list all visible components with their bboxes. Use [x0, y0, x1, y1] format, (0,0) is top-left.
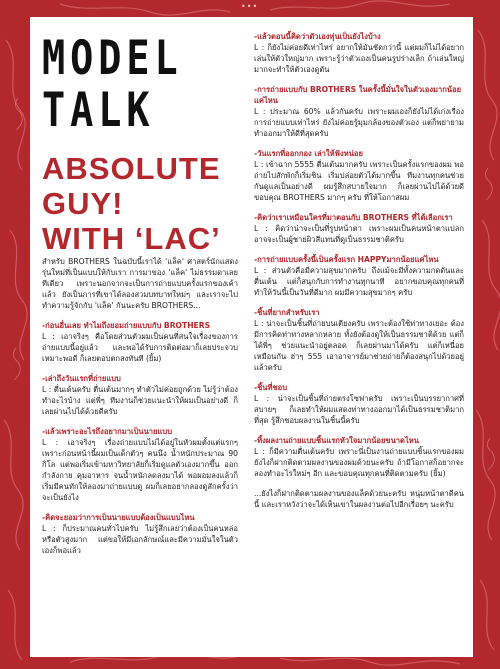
answer: L : เอาจริงๆ เรื่องถ่ายแบบไม่ได้อยู่ในหัวผมตั้งแต่แรกๆ เพราะก่อนหน้านี้ผมเป็นเด็กตัวๆ คนนึง น้ำหนักประมาณ 90 กิโล แต่พอเริ่มเข้ามหาวิทยาลัยก็เริ่มดูแลตัวเองมากขึ้น ออกกำลังกาย คุมอาหาร จนน้ำหนักลดลงมาได้ พอผอมลงแล้วก็เริ่มมีคนทักให้ลองมาถ่ายแบบดู ผมก็เลยอยากลองดูสักครั้งว่าจะเป็นยังไง: [42, 438, 238, 502]
magazine-title-line-1: MODEL: [42, 31, 183, 86]
qa-block: [254, 212, 464, 245]
headline: [42, 151, 238, 256]
qa-block: [254, 148, 464, 203]
headline-line-2: GUY!: [42, 186, 124, 221]
right-column: [254, 31, 464, 510]
question: -เล่าถึงวันแรกที่ถ่ายแบบ: [42, 374, 121, 383]
answer: L : ส่วนตัวคือมีความสุขมากครับ ถึงแม้จะมีทั้งความกดดันและตื่นเต้น แต่ก็สนุกกับการทำงานทุกนาที อยากขอบคุณทุกคนที่ทำให้วันนี้เป็นวันที่ดีมาก ผมมีความสุขมากๆ ครับ: [254, 266, 464, 297]
headline-line-3: WITH ‘LAC’: [42, 221, 221, 256]
question: -ชิ้นที่ยากสำหรับเรา: [254, 308, 320, 317]
qa-block: [42, 373, 238, 417]
qa-block: [42, 426, 238, 503]
qa-block: [254, 435, 464, 479]
qa-block: [254, 84, 464, 139]
question: -แล้วเพราะอะไรถึงอยากมาเป็นนายแบบ: [42, 427, 173, 436]
question: -ชิ้นที่ชอบ: [254, 383, 288, 392]
qa-block: [42, 512, 238, 556]
answer: L : น่าจะเป็นชิ้นที่ถ่ายตรงโซฟาครับ เพราะเป็นบรรยากาศที่สบายๆ ก็เลยทำให้ผมแสดงท่าทางออกมาได้เป็นธรรมชาติมากที่สุด รู้สึกชอบผลงานในชิ้นนี้ครับ: [254, 394, 464, 425]
question: -ทิ้งผลงานถ่ายแบบชิ้นแรกหัวใจมากน้อยขนาดไหน: [254, 436, 419, 445]
answer: L : ก็ยังไม่ค่อยดีเท่าไหร่ อยากให้มันชัดกว่านี้ แต่ผมก็ไม่ได้อยากเล่นให้ตัวใหญ่มาก เพราะรู้ว่าตัวเองเป็นคนรูปร่างเล็ก ถ้าเล่นใหญ่มากจะทำให้ตัวเองดูตัน: [254, 43, 464, 74]
question: -การถ่ายแบบกับ BROTHERS ในครั้งนี้มั่นใจในตัวเองมากน้อยแค่ไหน: [254, 85, 462, 105]
question: -คิดจะยอมว่าการเป็นนายแบบต้องเป็นแบบไหน: [42, 513, 195, 522]
qa-block: [254, 382, 464, 426]
answer: L : ประมาณ 60% แล้วกันครับ เพราะผมเองก็ยังไม่ได้เก่งเรื่องการถ่ายแบบเท่าไหร่ ยังไม่ค่อยรู้มุมกล้องของตัวเอง แต่ก็พยายามทำออกมาให้ดีที่สุดครับ: [254, 107, 464, 138]
answer: L : น่าจะเป็นชิ้นที่ถ่ายบนเตียงครับ เพราะต้องใช้ท่าทางเยอะ ต้องมีการคิดท่าทางหลากหลาย ทั้งยังต้องดูให้เป็นธรรมชาติด้วย แต่ก็ได้พี่ๆ ช่วยแนะนำอยู่ตลอด ก็เลยผ่านมาได้ครับ แต่ก็เหนื่อยเหมือนกัน ฮ่าๆ 555 เอาอาจารย์มาช่วยถ่ายก็ต้องสนุกไปด้วยอยู่แล้วครับ: [254, 319, 464, 372]
intro-paragraph: สำหรับ BROTHERS ในฉบับนี้เราได้ 'แล็ค' ศาสตร์นักแสดงรุ่นใหม่ที่เป็นแบบให้กับเรา การมาของ 'แล็ค' ไม่ธรรมดาเลยทีเดียว เพราะนอกจากจะเป็นการถ่ายแบบครั้งแรกของเค้าแล้ว ยังเป็นการที่เขาได้ลองสวมบทบาทใหม่ๆ และเราจะไปทำความรู้จักกับ 'แล็ค' กันนะครับ BROTHERS...: [42, 257, 238, 310]
question: -วันแรกที่ออกกอง เล่าให้ฟังหน่อย: [254, 149, 363, 158]
magazine-title-line-2: TALK: [42, 83, 155, 138]
qa-block: [254, 254, 464, 298]
answer: L : เอาจริงๆ คือโดยส่วนตัวผมเป็นคนที่สนใจเรื่องของการถ่ายแบบนี้อยู่แล้ว และพอได้รับการติดต่อมาก็เลยประจวบเหมาะพอดี ก็เลยตอบตกลงทันที (ยิ้ม): [42, 332, 238, 363]
qa-block: [42, 320, 238, 364]
question: -แล้วตอนนี้คิดว่าตัวเองหุ่นเป็นยังไงบ้าง: [254, 32, 381, 41]
headline-line-1: ABSOLUTE: [42, 151, 221, 186]
answer: L : ตื่นเต้นครับ ตื่นเต้นมากๆ ทำตัวไม่ค่อยถูกด้วย ไม่รู้ว่าต้องทำอะไรบ้าง แต่พี่ๆ ทีมงานก็ช่วยแนะนำให้ผมเป็นอย่างดี ก็เลยผ่านไปได้ด้วยดีครับ: [42, 385, 238, 416]
page-marker: •••: [241, 2, 259, 11]
answer: L : คิดว่าน่าจะเป็นที่รูปหน้าตา เพราะผมเป็นคนหน้าตาแปลก อาจจะเป็นผู้ชายผิวสีแทนที่ดูเป็นธรรมชาติครับ: [254, 224, 464, 244]
question: -การถ่ายแบบครั้งนี้เป็นครั้งแรก HAPPYมากน้อยแค่ไหน: [254, 255, 439, 264]
closing-paragraph: ...ยังไงก็ฝากติดตามผลงานของแล็คด้วยนะครับ หนุ่มหน้าตาดีคนนี้ และเราหวังว่าจะได้เห็นเขาในผลงานต่อไปอีกเรื่อยๆ นะครับ: [254, 489, 464, 509]
answer: L : ก็ประมาณคนทั่วไปครับ ไม่รู้สึกเลยว่าต้องเป็นคนหล่อหรือตัวสูงมาก แต่ขอให้มีเอกลักษณ์และมีความมั่นใจในตัวเองก็พอแล้ว: [42, 524, 238, 555]
question: -ก่อนอื่นเลย ทำไมถึงยอมถ่ายแบบกับ BROTHERS: [42, 321, 211, 330]
answer: L : ก็มีความตื่นเต้นครับ เพราะนี่เป็นงานถ่ายแบบชิ้นแรกของผม ยังไงก็ฝากติดตามผลงานของผมด้วยนะครับ ถ้ามีโอกาสก็อยากจะลองทำอะไรใหม่ๆ อีก และขอบคุณทุกคนที่ติดตามครับ (ยิ้ม): [254, 447, 464, 478]
article-page: [30, 17, 473, 657]
qa-block: [254, 31, 464, 75]
left-column: [42, 33, 238, 556]
question: -คิดว่าเราเหมือนใครที่มาตอนกับ BROTHERS ที่ได้เลือกเรา: [254, 213, 453, 222]
qa-block: [254, 307, 464, 373]
answer: L : เข้าฉาก 5555 ตื่นเต้นมากครับ เพราะเป็นครั้งแรกของผม พอถ่ายไปสักพักก็เริ่มชิน เริ่มปล่อยตัวได้มากขึ้น ทีมงานทุกคนช่วยกันดูแลเป็นอย่างดี ผมรู้สึกสบายใจมาก ก็เลยผ่านไปได้ด้วยดี ขอบคุณ BROTHERS มากๆ ครับ ที่ให้โอกาสผม: [254, 160, 464, 202]
